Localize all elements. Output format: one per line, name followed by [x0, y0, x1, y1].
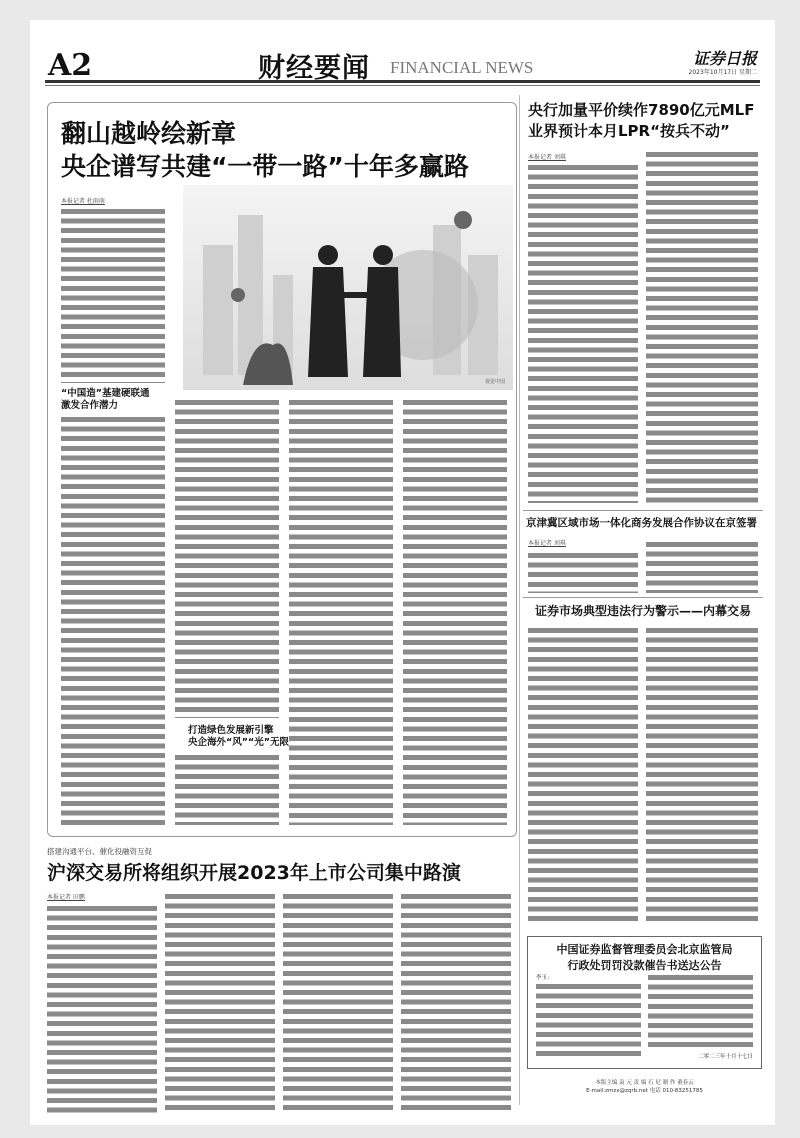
body-text — [528, 551, 638, 593]
newspaper-page — [30, 20, 775, 1125]
subhead-2-line2: 央企海外“风”“光”无限 — [188, 737, 289, 748]
body-text — [175, 398, 279, 718]
illustration — [183, 185, 513, 390]
notice-title-line1: 中国证券监督管理委员会北京监管局 — [556, 943, 733, 956]
art1-title — [528, 100, 754, 142]
art1-title-line2: 业界预计本月LPR“按兵不动” — [528, 122, 730, 140]
regulator-notice — [527, 936, 762, 1069]
subhead-1-line1: “中国造”基建硬联通 — [61, 388, 150, 399]
body-text — [61, 415, 165, 825]
notice-date: 二零二三年十月十七日 — [697, 1054, 753, 1060]
notice-salutation: 李玉： — [536, 975, 553, 981]
divider — [523, 597, 763, 598]
body-text — [646, 540, 758, 593]
art2-byline: 本报记者 刘琪 — [528, 540, 566, 547]
notice-text — [536, 982, 641, 1056]
bottom-title: 沪深交易所将组织开展2023年上市公司集中路演 — [47, 862, 461, 884]
main-title-line1: 翻山越岭绘新章 — [61, 119, 237, 148]
subhead-1-line2: 激发合作潜力 — [61, 400, 119, 411]
art1-title-line1: 央行加量平价续作7890亿元MLF — [528, 101, 755, 119]
subhead-1 — [61, 388, 150, 412]
body-text — [175, 753, 279, 825]
body-text — [283, 892, 393, 1114]
main-article — [47, 102, 517, 837]
page-footer — [527, 1078, 762, 1094]
body-text — [528, 626, 638, 925]
main-title-line2: 央企谱写共建“一带一路”十年多赢路 — [61, 152, 469, 181]
art1-byline: 本报记者 刘琪 — [528, 154, 566, 161]
body-text — [289, 398, 393, 825]
body-text — [401, 892, 511, 1114]
paper-logo: 证券日报 — [692, 49, 757, 68]
body-text — [646, 150, 758, 503]
bottom-kicker: 搭建沟通平台、催化投融资互促 — [47, 847, 152, 856]
image-credit: 视觉中国 — [484, 379, 505, 385]
handshake-illustration — [183, 185, 513, 390]
art3-title: 证券市场典型违法行为警示——内幕交易 — [535, 604, 752, 618]
notice-text — [648, 973, 753, 1048]
notice-title-line2: 行政处罚罚没款催告书送达公告 — [567, 959, 722, 972]
body-text — [528, 163, 638, 503]
body-text — [47, 904, 157, 1114]
body-text — [646, 626, 758, 925]
divider — [523, 510, 763, 511]
subhead-2-line1: 打造绿色发展新引擎 — [188, 725, 274, 736]
footer-editors: 本版主编 袁 元 责 编 石 尼 制 作 董春云 — [595, 1080, 694, 1086]
body-text — [61, 207, 165, 383]
section-title-en: FINANCIAL NEWS — [390, 58, 534, 77]
subhead-2 — [188, 725, 289, 749]
page-number: A2 — [48, 48, 93, 83]
issue-date: 2023年10月17日 星期二 — [688, 69, 757, 76]
header-rule — [45, 80, 760, 86]
body-text — [165, 892, 275, 1114]
column-divider — [519, 95, 520, 1105]
art2-title: 京津冀区域市场一体化商务发展合作协议在京签署 — [526, 517, 757, 529]
footer-contact: E-mail:zmzx@zqrb.net 电话 010-83251785 — [586, 1088, 703, 1094]
section-title: 财经要闻 — [258, 53, 370, 84]
main-byline: 本报记者 杜雨萌 — [61, 198, 105, 205]
body-text — [403, 398, 507, 825]
bottom-byline: 本报记者 田鹏 — [47, 894, 85, 901]
